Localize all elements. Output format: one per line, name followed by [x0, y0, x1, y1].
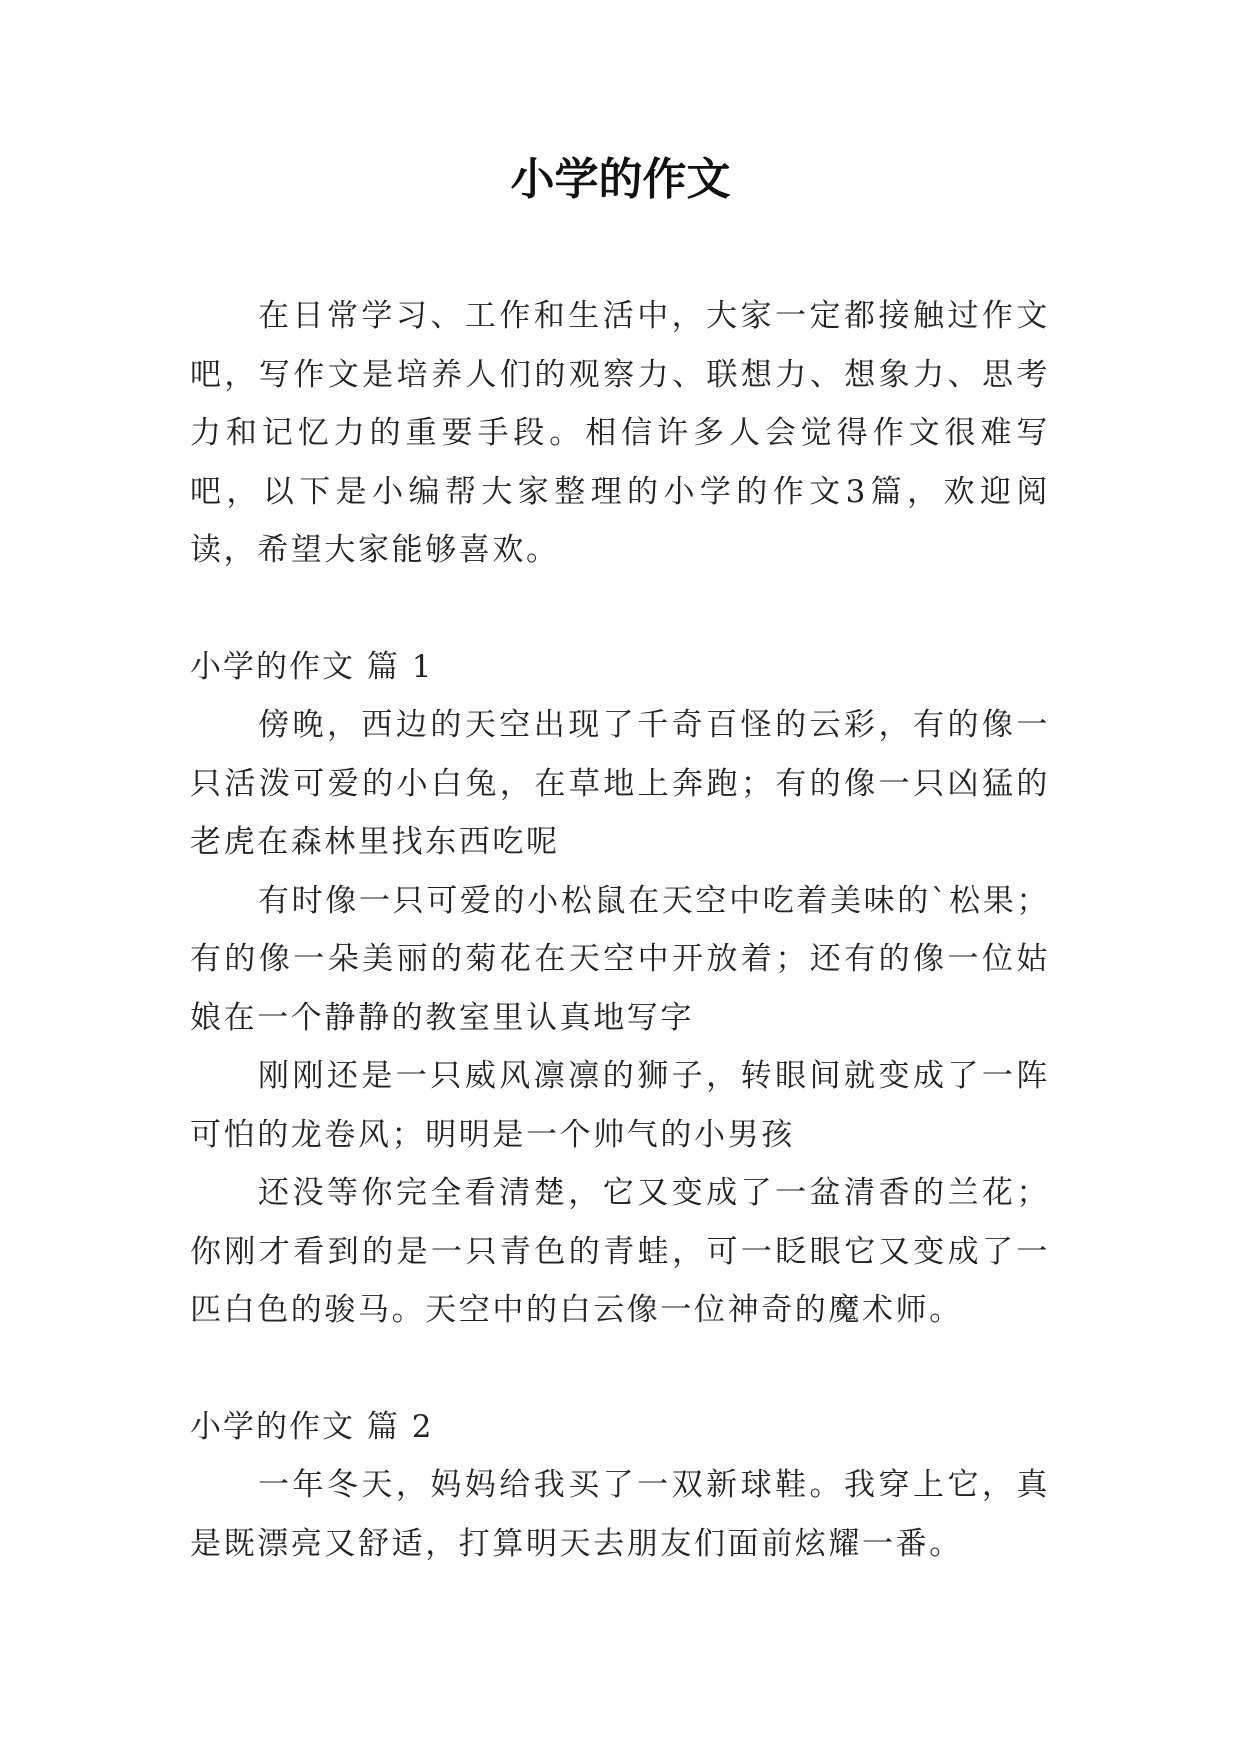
section-1-paragraph-4: 还没等你完全看清楚，它又变成了一盆清香的兰花；你刚才看到的是一只青色的青蛙，可一眨眼它又变成了一匹白色的骏马。天空中的白云像一位神奇的魔术师。 — [190, 1175, 1050, 1328]
section-heading-1: 小学的作文 篇 1 — [190, 648, 434, 685]
document-body — [190, 287, 1050, 1573]
section-2-paragraph-1: 一年冬天，妈妈给我买了一双新球鞋。我穿上它，真是既漂亮又舒适，打算明天去朋友们面前炫耀一番。 — [190, 1467, 1050, 1562]
section-heading-2: 小学的作文 篇 2 — [190, 1408, 434, 1445]
section-1-paragraph-2: 有时像一只可爱的小松鼠在天空中吃着美味的`松果；有的像一朵美丽的菊花在天空中开放着；还有的像一位姑娘在一个静静的教室里认真地写字 — [190, 882, 1050, 1036]
section-1-paragraph-1: 傍晚，西边的天空出现了千奇百怪的云彩，有的像一只活泼可爱的小白兔，在草地上奔跑；有的像一只凶猛的老虎在森林里找东西吃呢 — [190, 707, 1050, 860]
section-1-paragraph-3: 刚刚还是一只威风凛凛的狮子，转眼间就变成了一阵可怕的龙卷风；明明是一个帅气的小男孩 — [190, 1058, 1050, 1153]
document-title: 小学的作文 — [510, 154, 731, 205]
intro-paragraph: 在日常学习、工作和生活中，大家一定都接触过作文吧，写作文是培养人们的观察力、联想力、想象力、思考力和记忆力的重要手段。相信许多人会觉得作文很难写吧，以下是小编帮大家整理的小学的作文3篇，欢迎阅读，希望大家能够喜欢。 — [190, 298, 1050, 568]
